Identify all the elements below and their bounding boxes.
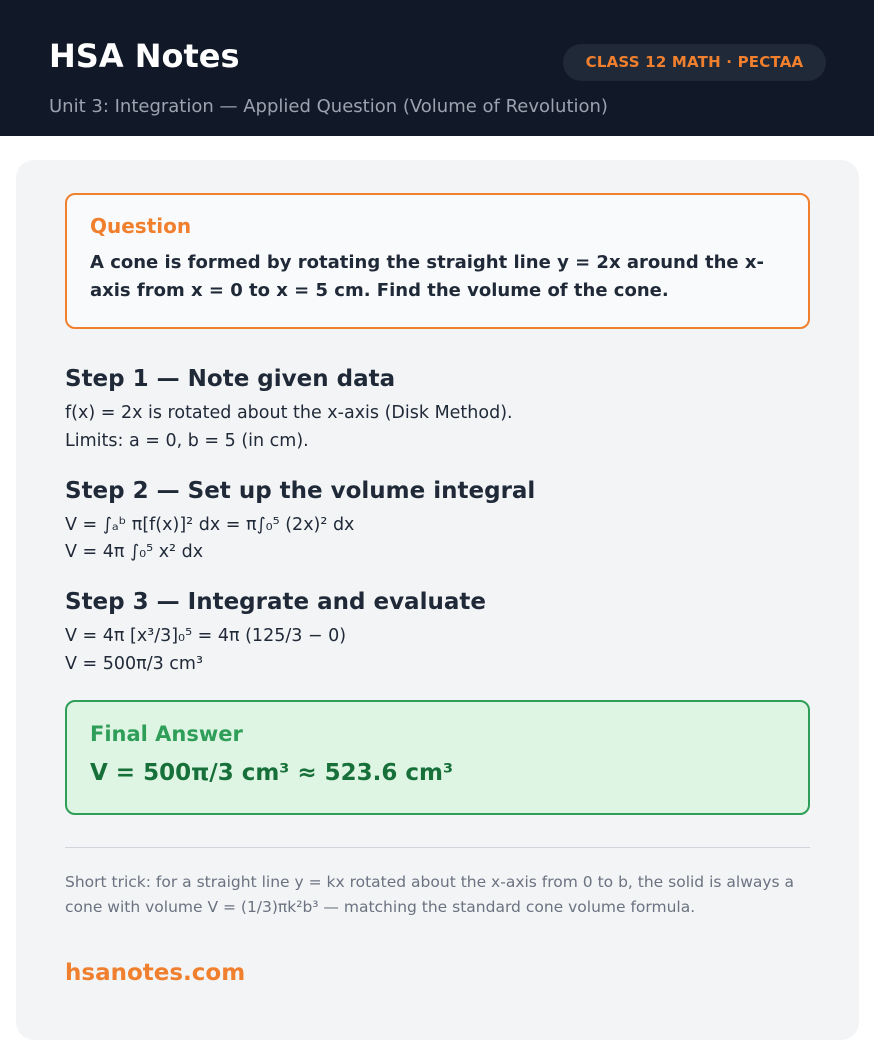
page-header	[0, 0, 874, 136]
step-2-line-1: V = ∫ₐᵇ π[f(x)]² dx = π∫₀⁵ (2x)² dx	[65, 515, 355, 535]
step-3-line-2: V = 500π/3 cm³	[65, 654, 203, 674]
short-trick-note: Short trick: for a straight line y = kx rotated about the x-axis from 0 to b, the solid is always a cone with volume V = (1/3)πk²b³ — matching the standard cone volume formula.	[65, 873, 795, 916]
final-answer-heading: Final Answer	[90, 722, 243, 746]
final-answer-box	[65, 700, 810, 815]
step-1-title: Step 1 — Note given data	[65, 366, 396, 392]
step-3-line-1: V = 4π [x³/3]₀⁵ = 4π (125/3 − 0)	[65, 626, 347, 646]
question-box	[65, 193, 810, 329]
page-subtitle: Unit 3: Integration — Applied Question (Volume of Revolution)	[49, 96, 608, 117]
question-text: A cone is formed by rotating the straight line y = 2x around the x-axis from x = 0 to x = 5 cm. Find the volume of the cone.	[90, 252, 764, 301]
site-link[interactable]: hsanotes.com	[65, 960, 246, 986]
step-1-line-1: f(x) = 2x is rotated about the x-axis (Disk Method).	[65, 403, 513, 423]
class-badge: CLASS 12 MATH · PECTAA	[563, 44, 826, 81]
brand-title: HSA Notes	[49, 37, 240, 75]
step-1-line-2: Limits: a = 0, b = 5 (in cm).	[65, 431, 309, 451]
step-3-title: Step 3 — Integrate and evaluate	[65, 589, 486, 615]
step-2-line-2: V = 4π ∫₀⁵ x² dx	[65, 542, 204, 562]
section-divider	[65, 847, 810, 848]
question-heading: Question	[90, 214, 192, 238]
final-answer-text: V = 500π/3 cm³ ≈ 523.6 cm³	[90, 760, 454, 786]
step-2-title: Step 2 — Set up the volume integral	[65, 478, 536, 504]
